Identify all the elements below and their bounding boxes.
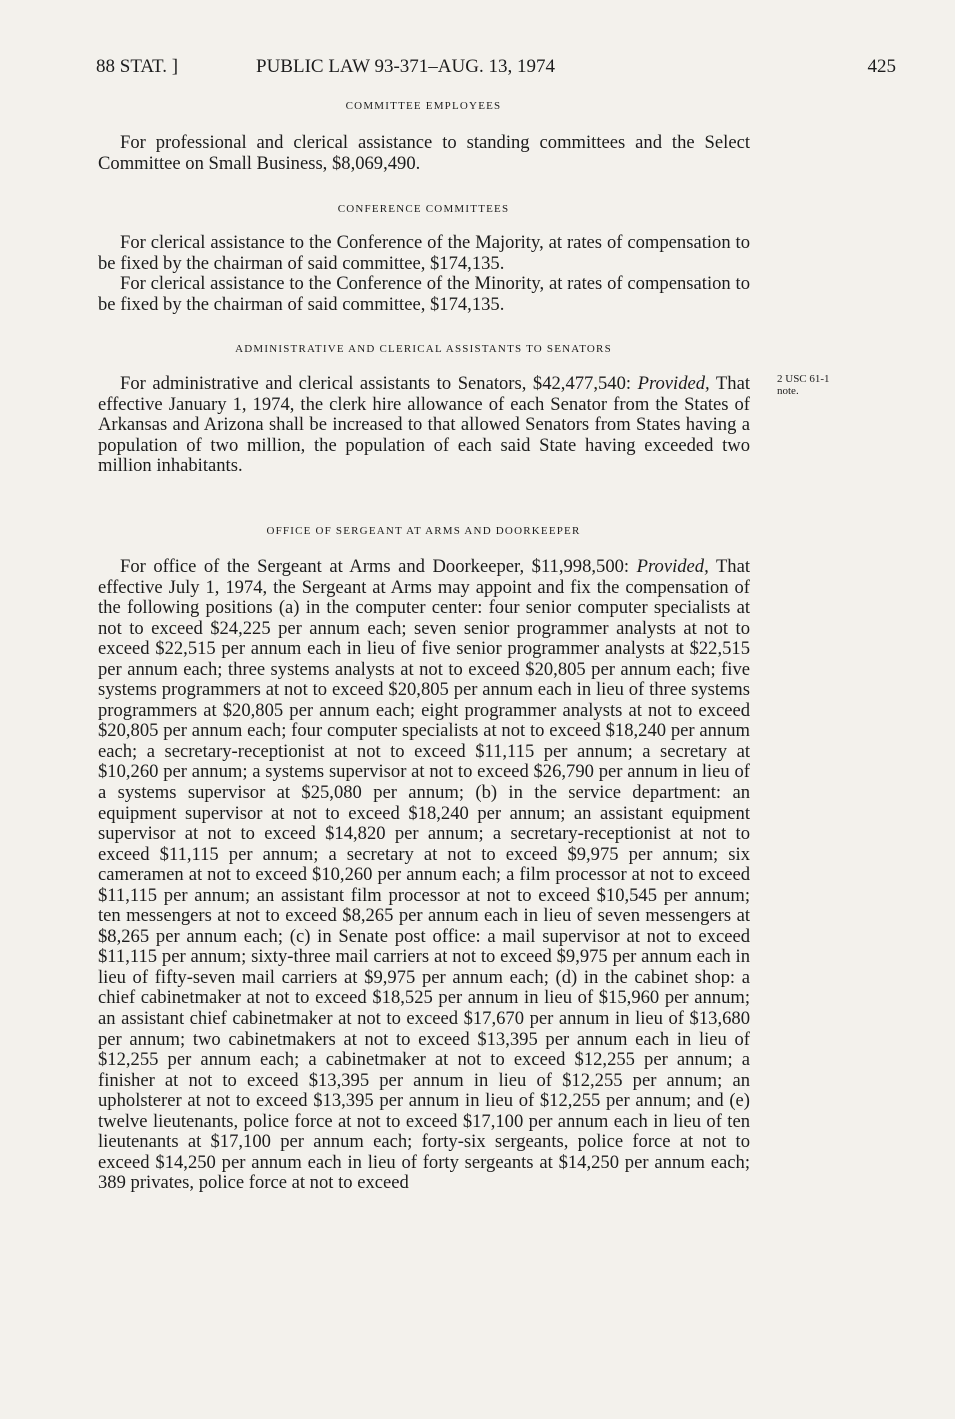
paragraph-sergeant-at-arms	[98, 557, 750, 1194]
proviso-text: That effective July 1, 1974, the Sergeant at Arms may appoint and fix the compensation of the following positions (a) in the computer center: four senior computer specialists at not to exceed $24,225 per annum each; seven senior programmer analysts at not to exceed $22,515 per annum each in lieu of five senior programmer analysts at $22,515 per annum each; three systems analysts at not to exceed $20,805 per annum each; five systems programmers at not to exceed $20,805 per annum each in lieu of three systems programmers at $20,805 per annum each; eight programmer analysts at not to exceed $20,805 per annum each; four computer specialists at not to exceed $18,240 per annum each; a secretary-receptionist at not to exceed $11,115 per annum; a secretary at $10,260 per annum; a systems supervisor at not to exceed $26,790 per annum in lieu of a systems supervisor at $25,080 per annum; (b) in the service department: an equipment supervisor at not to exceed $18,240 per annum; an assistant equipment supervisor at not to exceed $14,820 per annum; a secretary-receptionist at not to exceed $11,115 per annum; a secretary at not to exceed $9,975 per annum; six cameramen at not to exceed $10,260 per annum each; a film processor at not to exceed $11,115 per annum; an assistant film processor at not to exceed $10,545 per annum; ten messengers at not to exceed $8,265 per annum each in lieu of seven messengers at $8,265 per annum each; (c) in Senate post office: a mail supervisor at not to exceed $11,115 per annum; sixty-three mail carriers at not to exceed $9,975 per annum each in lieu of fifty-seven mail carriers at $9,975 per annum each; (d) in the cabinet shop: a chief cabinetmaker at not to exceed $18,525 per annum in lieu of $15,960 per annum; an assistant chief cabinetmaker at not to exceed $17,670 per annum in lieu of $13,680 per annum; two cabinetmakers at not to exceed $13,395 per annum each in lieu of $12,255 per annum each; a cabinetmaker at not to exceed $12,255 per annum; a finisher at not to exceed $13,395 per annum in lieu of $12,255 per annum; an upholsterer at not to exceed $13,395 per annum in lieu of $12,255 per annum; and (e) twelve lieutenants, police force at not to exceed $17,100 per annum each in lieu of ten lieutenants at $17,100 per annum each; forty-six sergeants, police force at not to exceed $14,250 per annum each in lieu of forty sergeants at $14,250 per annum each; 389 privates, police force at not to exceed	[98, 556, 751, 1194]
statute-reference: 88 STAT. ]	[96, 56, 179, 77]
margin-citation	[777, 373, 867, 397]
paragraph-conference-minority: For clerical assistance to the Conference of the Minority, at rates of compensation to be fixed by the chairman of said committee, $174,135.	[98, 273, 750, 315]
heading-sergeant-at-arms: OFFICE OF SERGEANT AT ARMS AND DOORKEEPER	[266, 525, 581, 537]
running-title: PUBLIC LAW 93-371–AUG. 13, 1974	[256, 56, 555, 77]
page-header	[96, 56, 896, 82]
paragraph-administrative-assistants	[98, 374, 750, 477]
paragraph-conference-majority: For clerical assistance to the Conference of the Majority, at rates of compensation to be fixed by the chairman of said committee, $174,135.	[98, 232, 750, 274]
paragraph-committee-employees: For professional and clerical assistance to standing committees and the Select Committee on Small Business, $8,069,490.	[98, 132, 750, 174]
heading-committee-employees: COMMITTEE EMPLOYEES	[345, 100, 502, 112]
appropriation-lead: For administrative and clerical assistants to Senators, $42,477,540:	[120, 373, 632, 394]
appropriation-lead: For office of the Sergeant at Arms and Doorkeeper, $11,998,500:	[120, 556, 630, 577]
heading-administrative-assistants: ADMINISTRATIVE AND CLERICAL ASSISTANTS TO SENATORS	[235, 343, 612, 355]
margin-citation-note: note.	[777, 385, 799, 397]
proviso-word: Provided,	[636, 556, 709, 577]
page-number: 425	[867, 56, 896, 77]
heading-conference-committees: CONFERENCE COMMITTEES	[337, 203, 510, 215]
proviso-word: Provided,	[637, 373, 710, 394]
margin-citation-code: 2 USC 61-1	[777, 373, 830, 385]
proviso-text: That effective January 1, 1974, the clerk hire allowance of each Senator from the States of Arkansas and Arizona shall be increased to that allowed Senators from States having a population of two million, the population of each said State having exceeded two million inhabitants.	[98, 373, 750, 476]
